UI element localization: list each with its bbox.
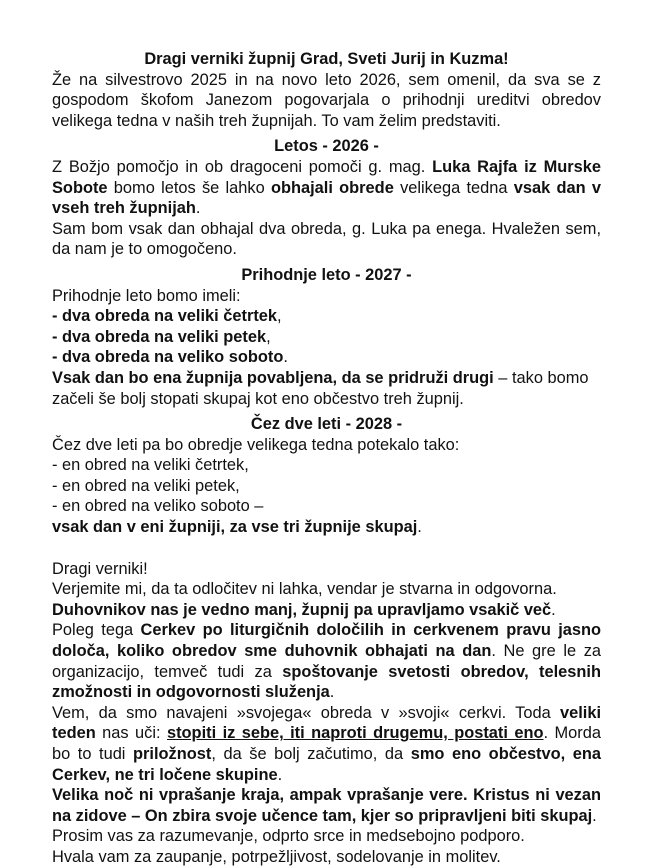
closing-2028: vsak dan v eni župniji, za vse tri župnije skupaj. [52, 518, 422, 537]
list-item-2027: - dva obreda na veliki petek, [52, 327, 271, 346]
text-run: velikega tedna [393, 178, 514, 197]
list-item-2028: - en obred na veliki petek, [52, 476, 240, 495]
closing-2027: Vsak dan bo ena župnija povabljena, da se pridruži drugi – tako bomo začeli še bolj stopati skupaj kot eno občestvo treh župnij. [52, 368, 589, 408]
list-item-2027: - dva obreda na veliko soboto. [52, 348, 288, 367]
paragraph-decision: Verjemite mi, da ta odločitev ni lahka, vendar je stvarna in odgovorna. [52, 580, 557, 599]
letter-document [52, 49, 601, 868]
heading-2028: Čez dve leti - 2028 - [250, 415, 403, 434]
bold-emphasis: vsak dan v vseh treh župnijah [52, 178, 601, 218]
bold-emphasis: Luka Rajfa iz Murske Sobote [52, 157, 602, 197]
greeting: Dragi verniki! [52, 559, 148, 578]
text-run: nas uči: [95, 724, 167, 743]
text-run: . Morda bo to tudi [52, 724, 601, 763]
paragraph-priests: Duhovnikov nas je vedno manj, župnij pa upravljamo vsakič več. [52, 600, 556, 619]
text-run: . [329, 683, 335, 702]
text-run: . Ne gre le za organizacijo, temveč tudi za [52, 642, 601, 681]
text-run: bomo letos še lahko [107, 178, 271, 197]
paragraph-2026-note: Sam bom vsak dan obhajal dva obreda, g. Luka pa enega. Hvaležen sem, da nam je to omogočeno. [52, 219, 601, 259]
paragraph-thanks: Hvala vam za zaupanje, potrpežljivost, sodelovanje in molitev. [52, 847, 501, 866]
spacer [52, 538, 601, 559]
heading-2026: Letos - 2026 - [274, 137, 379, 156]
intro-2028: Čez dve leti pa bo obredje velikega tedna potekalo tako: [52, 435, 460, 454]
letter-title: Dragi verniki župnij Grad, Sveti Jurij in Kuzma! [144, 50, 509, 68]
text-run: . [195, 199, 201, 218]
intro-2027: Prihodnje leto bomo imeli: [52, 286, 241, 305]
paragraph-request: Prosim vas za razumevanje, odprto srce in medsebojno podporo. [52, 827, 525, 846]
text-run: Z Božjo pomočjo in ob dragoceni pomoči g. mag. [52, 157, 433, 176]
heading-2027: Prihodnje leto - 2027 - [241, 265, 412, 284]
bold-emphasis: veliki teden [52, 703, 601, 743]
underlined-emphasis: stopiti iz sebe, iti naproti drugemu, postati eno [166, 724, 544, 743]
paragraph-holy-week [52, 703, 601, 785]
paragraph-easter: Velika noč ni vprašanje kraja, ampak vprašanje vere. Kristus ni vezan na zidove – On zbira svoje učence tam, kjer so pripravljeni biti skupaj. [52, 786, 601, 825]
intro-paragraph: Že na silvestrovo 2025 in na novo leto 2026, sem omenil, da sva se z gospodom škofom Janezom pogovarjala o prihodnji ureditvi obredov velikega tedna v naših treh župnijah. To vam želim predstaviti. [52, 70, 601, 130]
bold-emphasis: Cerkev po liturgičnih določilih in cerkvenem pravu jasno določa, koliko obredov sme duhovnik obhajati na dan [52, 621, 602, 661]
bold-emphasis: smo eno občestvo, ena Cerkev, ne tri ločene skupine [52, 745, 602, 784]
list-item-2028: - en obred na veliko soboto – [52, 497, 264, 516]
text-run: Poleg tega [52, 621, 141, 640]
paragraph-liturgical-rules [52, 620, 601, 702]
bold-emphasis: priložnost [133, 745, 212, 763]
text-run: , da še bolj začutimo, da [211, 745, 411, 763]
text-run: . [277, 765, 283, 784]
bold-emphasis: obhajali obrede [270, 178, 394, 197]
list-item-2027: - dva obreda na veliki četrtek, [52, 307, 282, 326]
list-item-2028: - en obred na veliki četrtek, [52, 456, 249, 475]
paragraph-2026-main [52, 157, 601, 219]
text-run: Vem, da smo navajeni »svojega« obreda v »svoji« cerkvi. Toda [52, 703, 560, 722]
bold-emphasis: spoštovanje svetosti obredov, telesnih zmožnosti in odgovornosti služenja [52, 662, 601, 702]
